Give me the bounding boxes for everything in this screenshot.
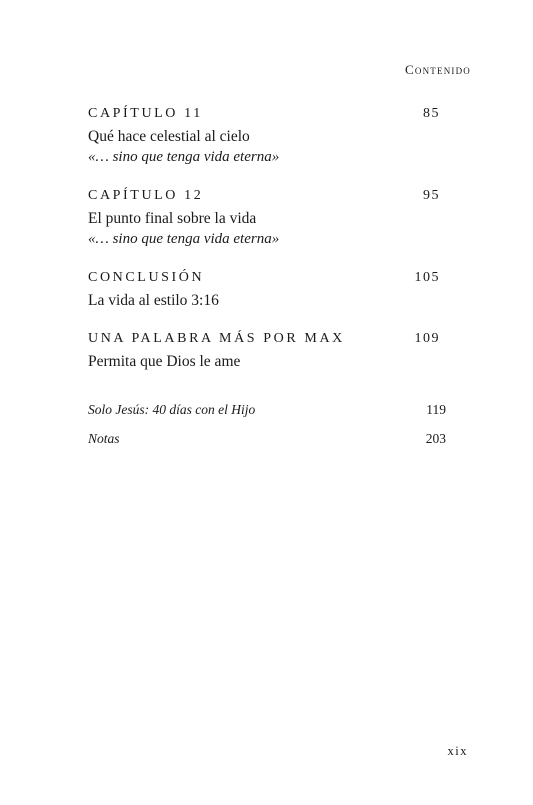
chapter-title: Permita que Dios le ame [88, 353, 241, 370]
toc-entry-header [88, 188, 440, 204]
toc-entry-chapter-11 [88, 106, 440, 168]
toc-entry-afterword [88, 331, 440, 372]
running-head: Contenido [405, 62, 471, 77]
page-number: 109 [414, 331, 440, 346]
back-matter-title: Solo Jesús: 40 días con el Hijo [88, 402, 256, 417]
page-number: 95 [423, 188, 440, 203]
toc-entry-header [88, 270, 440, 286]
toc-entry-notas [88, 431, 446, 447]
chapter-subtitle: «… sino que tenga vida eterna» [88, 149, 280, 165]
chapter-label: UNA PALABRA MÁS POR MAX [88, 331, 345, 346]
page-number: 105 [414, 270, 440, 285]
chapter-label: CAPÍTULO 11 [88, 106, 203, 121]
page-number: 85 [423, 106, 440, 121]
chapter-title: La vida al estilo 3:16 [88, 292, 219, 309]
chapter-title: El punto final sobre la vida [88, 210, 257, 227]
toc-entry-header [88, 331, 440, 347]
chapter-label: CAPÍTULO 12 [88, 188, 204, 203]
toc-entry-solo-jesus [88, 402, 446, 418]
chapter-title: Qué hace celestial al cielo [88, 128, 250, 145]
folio-page-number: xix [447, 744, 468, 758]
chapter-subtitle: «… sino que tenga vida eterna» [88, 231, 280, 247]
chapter-label: CONCLUSIÓN [88, 270, 205, 285]
back-matter-title: Notas [88, 431, 120, 446]
page-number: 203 [425, 431, 446, 446]
toc-entry-header [88, 106, 440, 122]
toc-entry-chapter-12 [88, 188, 440, 250]
page-number: 119 [426, 402, 446, 417]
toc-entry-conclusion [88, 270, 440, 311]
